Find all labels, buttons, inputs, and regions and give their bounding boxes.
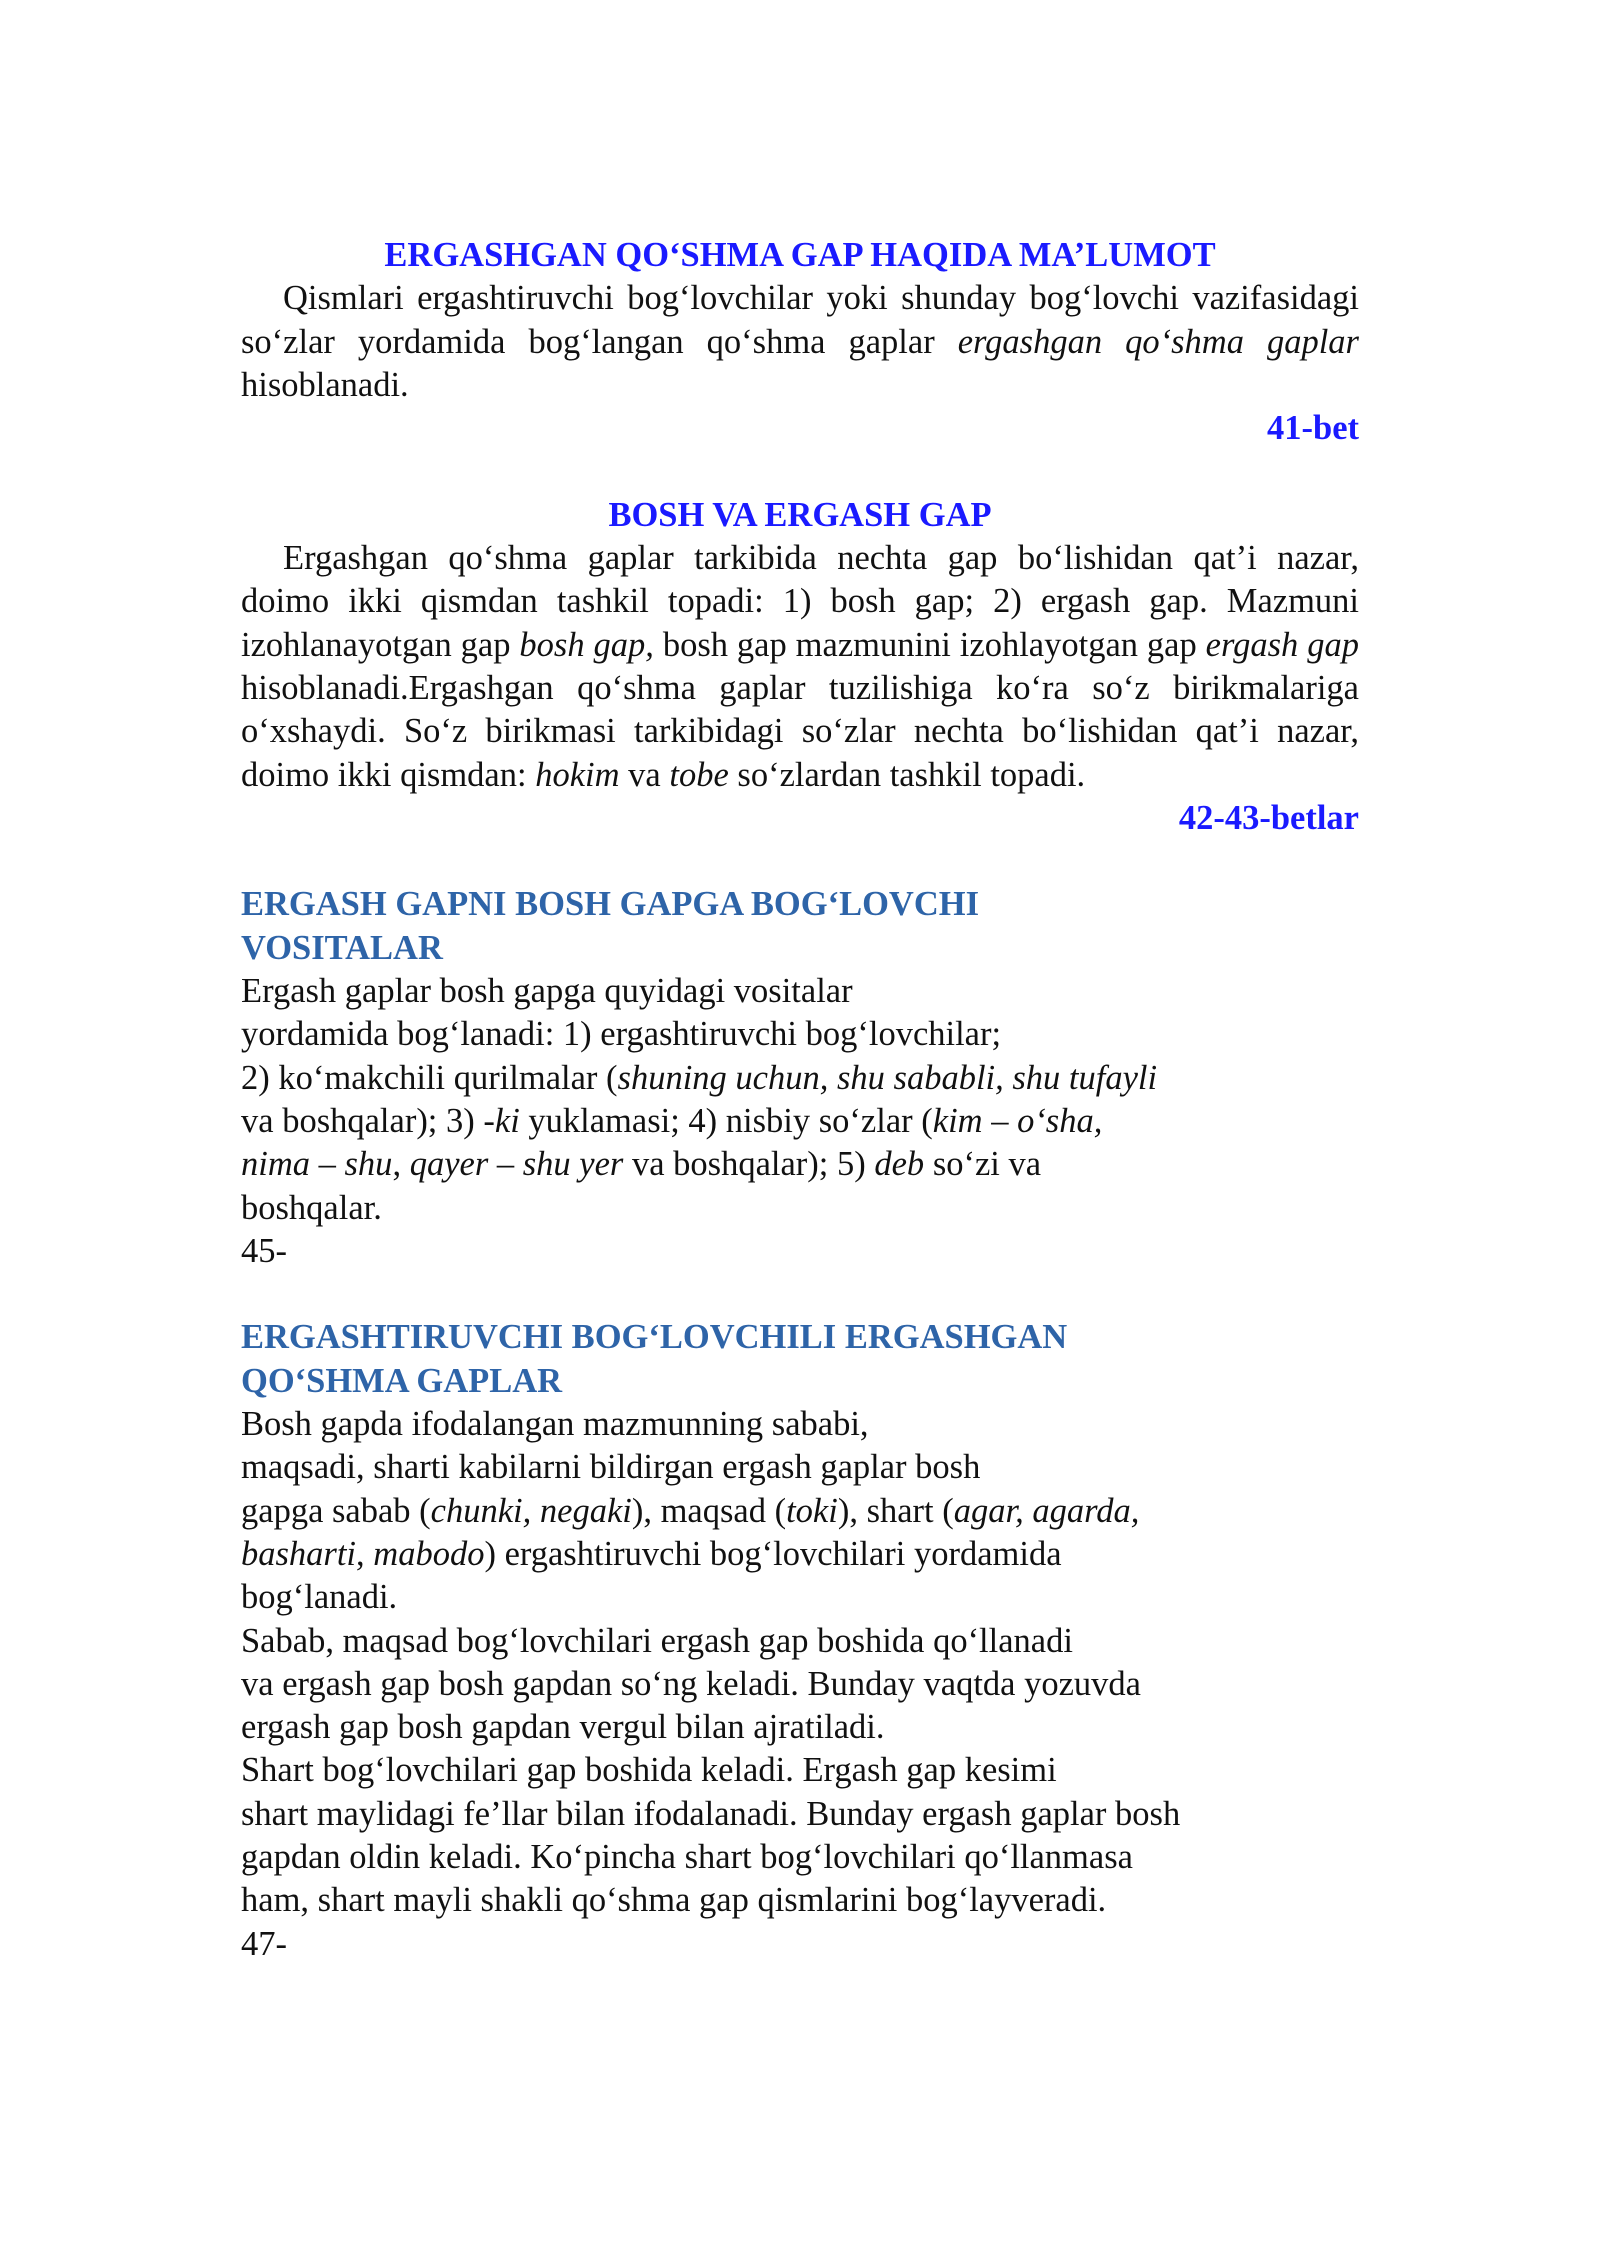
text-line: gapdan oldin keladi. Ko‘pincha shart bog‘lovchilari qo‘llanmasa [241,1837,1133,1876]
document-content [241,234,1359,1966]
section-title: ERGASHGAN QO‘SHMA GAP HAQIDA MA’LUMOT [384,236,1216,274]
text-line: Bosh gapda ifodalangan mazmunning sababi, [241,1405,869,1444]
section-title: BOSH VA ERGASH GAP [608,495,992,534]
title-line: ERGASH GAPNI BOSH GAPGA BOG‘LOVCHI [241,885,980,924]
text-line [241,1533,1359,1576]
text-run: ) ergashtiruvchi bog‘lovchilari yordamida [484,1534,1062,1573]
text-run: bosh gap mazmunini izohlayotgan gap [653,625,1206,664]
section-paragraph [241,537,1359,797]
text-run: gapga sabab ( [241,1491,431,1530]
text-run: va [619,755,670,794]
title-line: QO‘SHMA GAPLAR [241,1361,563,1400]
italic-term: bosh gap, [519,625,654,664]
spacer [241,1273,1359,1316]
italic-term: kim – o‘sha, [932,1101,1103,1140]
spacer [241,840,1359,883]
page-reference: 47- [241,1924,287,1963]
italic-term: ergash gap [1205,625,1359,664]
text-run: Qismlari ergashtiruvchi bog‘lovchilar yoki shunday bog‘lovchi vazifasidagi so‘zlar yordamida bog‘langan qo‘shma gaplar [241,279,1359,361]
section-paragraph [241,277,1359,407]
page-reference: 45- [241,1231,287,1270]
text-line: Ergash gaplar bosh gapga quyidagi vositalar [241,972,853,1011]
text-line: yordamida bog‘lanadi: 1) ergashtiruvchi bog‘lovchilar; [241,1015,1002,1054]
text-line [241,1143,1359,1186]
italic-term: tobe [669,755,729,794]
text-run: ), shart ( [837,1491,954,1530]
page-reference: 42-43-betlar [1178,798,1359,837]
italic-term: hokim [535,755,620,794]
section-title [241,883,1359,970]
text-run: so‘zi va [924,1145,1042,1184]
text-line: Sabab, maqsad bog‘lovchilari ergash gap boshida qo‘llanadi [241,1621,1073,1660]
text-run: , [392,1145,410,1184]
text-run: , [356,1534,374,1573]
italic-term: basharti [241,1534,357,1573]
text-line: ham, shart mayli shakli qo‘shma gap qismlarini bog‘layveradi. [241,1881,1107,1920]
text-run: hisoblanadi.Ergashgan qo‘shma gaplar tuzilishiga ko‘ra so‘z birikmalariga o‘xshaydi. So‘z birikmasi tarkibidagi so‘zlar nechta bo‘lishidan qat’i nazar, doimo ikki qismdan: [241,668,1359,794]
section-title [241,1316,1359,1403]
text-line: ergash gap bosh gapdan vergul bilan ajratiladi. [241,1708,885,1747]
italic-term: qayer – shu yer [409,1145,624,1184]
section-paragraph [241,1403,1359,1966]
text-line [241,1490,1359,1533]
text-line: shart maylidagi fe’llar bilan ifodalanadi. Bunday ergash gaplar bosh [241,1794,1181,1833]
italic-term: toki [786,1491,838,1530]
text-run: 2) ko‘makchili qurilmalar ( [241,1058,618,1097]
text-run: va boshqalar); 3) [241,1101,484,1140]
text-line: Shart bog‘lovchilari gap boshida keladi. Ergash gap kesimi [241,1751,1057,1790]
title-line: ERGASHTIRUVCHI BOG‘LOVCHILI ERGASHGAN [241,1318,1068,1357]
italic-term: nima – shu [241,1145,393,1184]
text-run: va boshqalar); 5) [623,1145,875,1184]
italic-term: shuning uchun, shu sababli, shu tufayli [617,1058,1158,1097]
text-line [241,1100,1359,1143]
page-reference: 41-bet [1267,409,1359,448]
italic-term: chunki, negaki [430,1491,632,1530]
italic-term: agar, agarda, [953,1491,1140,1530]
section-paragraph [241,970,1359,1273]
text-run: yuklamasi; 4) nisbiy so‘zlar ( [519,1101,933,1140]
text-line: boshqalar. [241,1188,382,1227]
text-line: maqsadi, sharti kabilarni bildirgan ergash gaplar bosh [241,1448,981,1487]
spacer [241,450,1359,493]
text-run: Ergashgan qo‘shma gaplar tarkibida nechta gap bo‘lishidan qat’i nazar, doimo ikki qismdan tashkil topadi: 1) bosh gap; 2) ergash gap. Mazmuni izohlanayotgan gap [241,539,1359,664]
italic-term: deb [874,1145,925,1184]
italic-term: ergashgan qo‘shma gaplar [957,322,1359,361]
text-line [241,1057,1359,1100]
text-line: va ergash gap bosh gapdan so‘ng keladi. Bunday vaqtda yozuvda [241,1664,1141,1703]
italic-term: -ki [483,1101,520,1140]
text-run: hisoblanadi. [241,365,409,404]
text-run: so‘zlardan tashkil topadi. [728,755,1086,794]
text-run: ), maqsad ( [631,1491,787,1530]
italic-term: mabodo [373,1534,485,1573]
text-line: bog‘lanadi. [241,1578,398,1617]
title-line: VOSITALAR [241,928,443,967]
